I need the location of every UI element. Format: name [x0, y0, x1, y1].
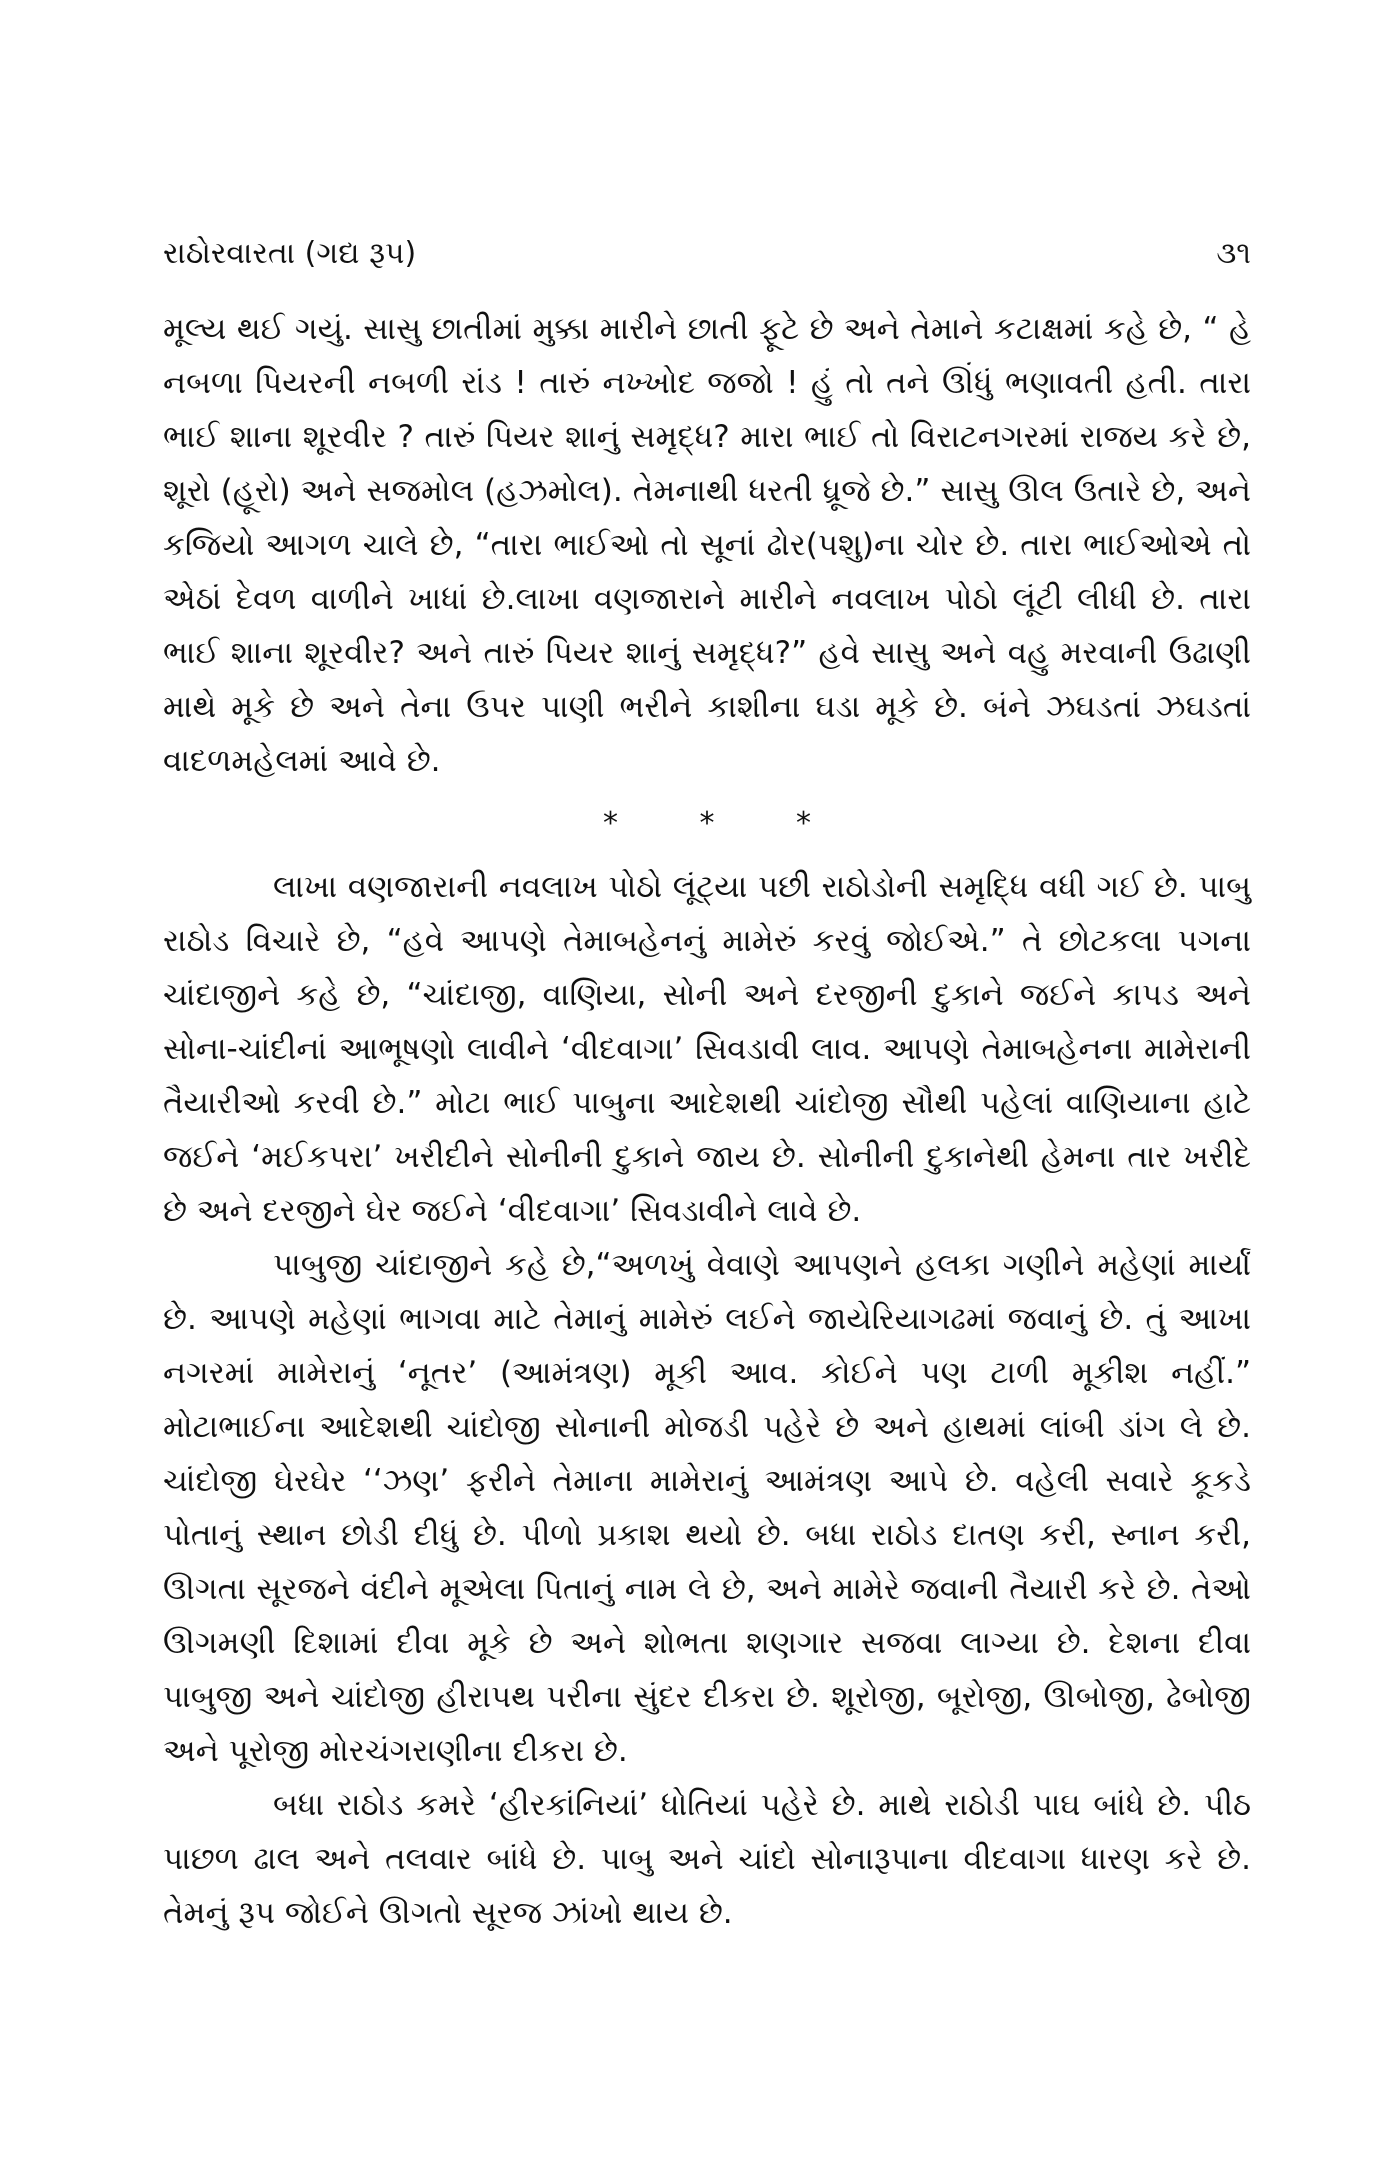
section-separator: * * *	[602, 806, 848, 841]
running-head	[163, 228, 1251, 278]
body-text	[163, 302, 1251, 1940]
paragraph-continued: મૂલ્ય થઈ ગયું. સાસુ છાતીમાં મુક્કા મારીને છાતી ફૂટે છે અને તેમાને કટાક્ષમાં કહે છે, “ હે નબળા પિયરની નબળી રાંડ ! તારું નખ્ખોદ જજો ! હું તો તને ઊંધું ભણાવતી હતી. તારા ભાઈ શાના શૂરવીર ? તારું પિયર શાનું સમૃદ્ધ? મારા ભાઈ તો વિરાટનગરમાં રાજય કરે છે, શૂરો (હૂરો) અને સજમોલ (હઝમોલ). તેમનાથી ધરતી ધ્રૂજે છે.” સાસુ ઊલ ઉતારે છે, અને કજિયો આગળ ચાલે છે, “તારા ભાઈઓ તો સૂનાં ઢોર(પશુ)ના ચોર છે. તારા ભાઈઓએ તો એઠાં દેવળ વાળીને ખાધાં છે.લાખા વણજારાને મારીને નવલાખ પોઠો લૂંટી લીધી છે. તારા ભાઈ શાના શૂરવીર? અને તારું પિયર શાનું સમૃદ્ધ?” હવે સાસુ અને વહુ મરવાની ઉઢાણી માથે મૂકે છે અને તેના ઉપર પાણી ભરીને કાશીના ઘડા મૂકે છે. બંને ઝઘડતાં ઝઘડતાં વાદળમહેલમાં આવે છે.	[163, 311, 1251, 779]
paragraph: પાબુજી ચાંદાજીને કહે છે,“અળખું વેવાણે આપણને હલકા ગણીને મહેણાં માર્યાં છે. આપણે મહેણાં ભાગવા માટે તેમાનું મામેરું લઈને જાયેરિયાગઢમાં જવાનું છે. તું આખા નગરમાં મામેરાનું ‘નૂતર’ (આમંત્રણ) મૂકી આવ. કોઈને પણ ટાળી મૂકીશ નહીં.” મોટાભાઈના આદેશથી ચાંદોજી સોનાની મોજડી પહેરે છે અને હાથમાં લાંબી ડાંગ લે છે. ચાંદોજી ઘેરઘેર ‘‘ઝણ’ ફરીને તેમાના મામેરાનું આમંત્રણ આપે છે. વહેલી સવારે કૂકડે પોતાનું સ્થાન છોડી દીધું છે. પીળો પ્રકાશ થયો છે. બધા રાઠોડ દાતણ કરી, સ્નાન કરી, ઊગતા સૂરજને વંદીને મૂએલા પિતાનું નામ લે છે, અને મામેરે જવાની તૈયારી કરે છે. તેઓ ઊગમણી દિશામાં દીવા મૂકે છે અને શોભતા શણગાર સજવા લાગ્યા છે. દેશના દીવા પાબુજી અને ચાંદોજી હીરાપથ પરીના સુંદર દીકરા છે. શૂરોજી, બૂરોજી, ઊબોજી, ઢેબોજી અને પૂરોજી મોરચંગરાણીના દીકરા છે.	[163, 1247, 1251, 1769]
paragraph: બધા રાઠોડ કમરે ‘હીરકાંનિયાં’ ધોતિયાં પહેરે છે. માથે રાઠોડી પાઘ બાંધે છે. પીઠ પાછળ ઢાલ અને તલવાર બાંધે છે. પાબુ અને ચાંદો સોનારૂપાના વીદવાગા ધારણ કરે છે. તેમનું રૂપ જોઈને ઊગતો સૂરજ ઝાંખો થાય છે.	[163, 1787, 1251, 1931]
running-title: રાઠોરવારતા (ગદ્ય રૂપ)	[163, 235, 417, 271]
page-number: ૩૧	[1216, 235, 1251, 271]
paragraph: લાખા વણજારાની નવલાખ પોઠો લૂંટ્યા પછી રાઠોડોની સમૃદ્ધિ વધી ગઈ છે. પાબુ રાઠોડ વિચારે છે, “હવે આપણે તેમાબહેનનું મામેરું કરવું જોઈએ.” તે છોટકલા પગના ચાંદાજીને કહે છે, “ચાંદાજી, વાણિયા, સોની અને દરજીની દુકાને જઈને કાપડ અને સોના-ચાંદીનાં આભૂષણો લાવીને ‘વીદવાગા’ સિવડાવી લાવ. આપણે તેમાબહેનના મામેરાની તૈયારીઓ કરવી છે.” મોટા ભાઈ પાબુના આદેશથી ચાંદોજી સૌથી પહેલાં વાણિયાના હાટે જઈને ‘મઈકપરા’ ખરીદીને સોનીની દુકાને જાય છે. સોનીની દુકાનેથી હેમના તાર ખરીદે છે અને દરજીને ઘેર જઈને ‘વીદવાગા’ સિવડાવીને લાવે છે.	[163, 869, 1251, 1229]
